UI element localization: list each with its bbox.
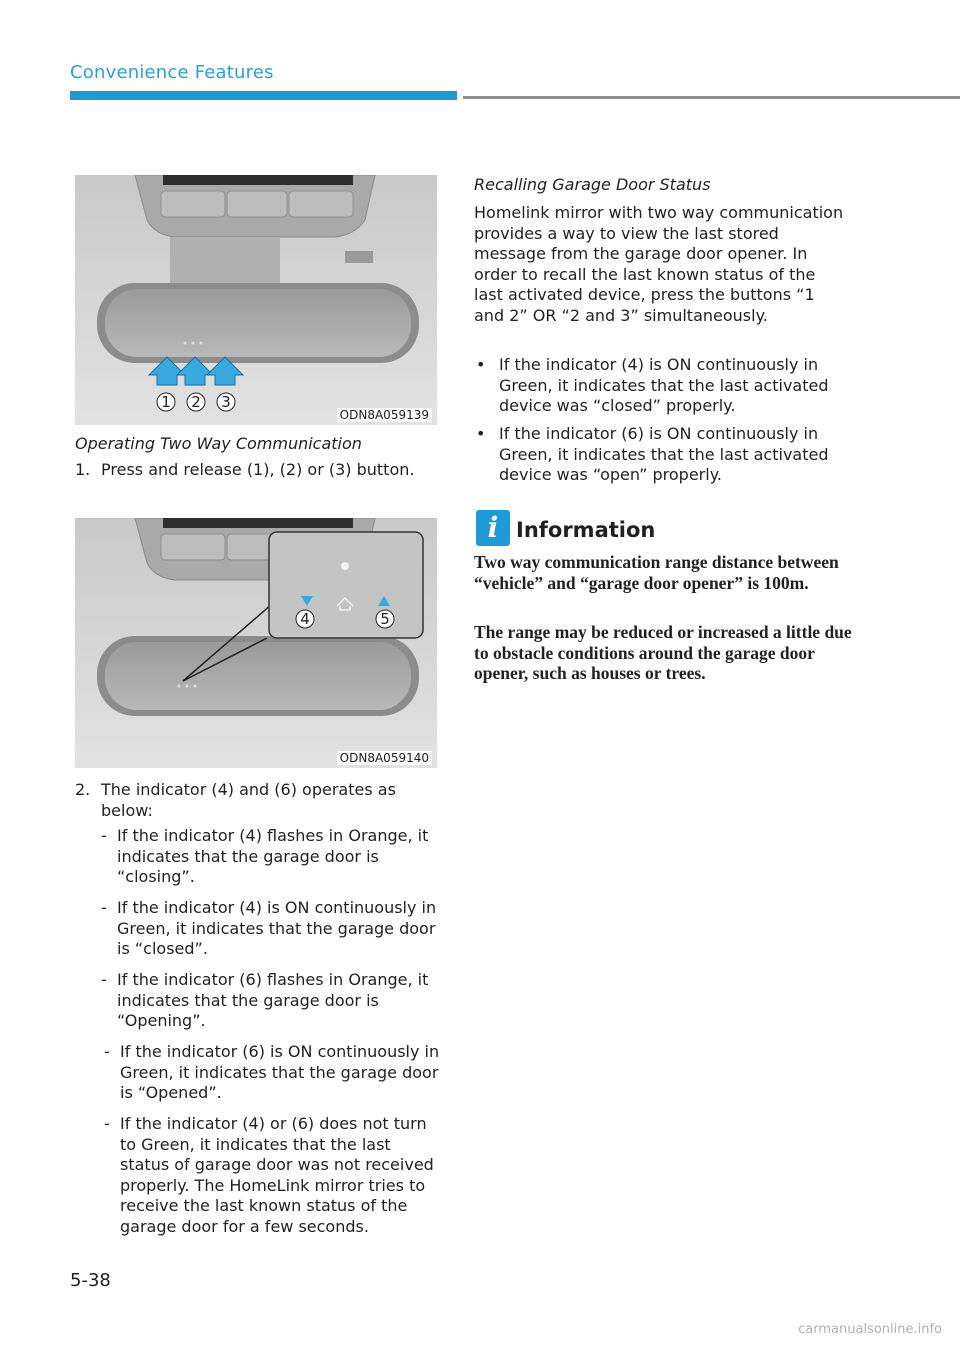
information-paragraph: Two way communication range distance between “vehicle” and “garage door opener” is 100m. (474, 552, 839, 593)
recall-intro: Homelink mirror with two way communication provides a way to view the last stored message from the garage door opener. In order to recall the last known status of the last activated device, press the buttons “1 and 2” OR “2 and 3” simultaneously. (474, 203, 844, 325)
mirror-buttons-figure (75, 175, 437, 425)
step-number: 1. (75, 460, 91, 479)
button-label-1: 1 (161, 393, 171, 411)
indicator-callout-figure (75, 518, 437, 768)
information-title: Information (516, 518, 656, 542)
information-icon: i (476, 510, 510, 546)
figure-code: ODN8A059140 (337, 751, 432, 765)
header-bar-rule (463, 96, 960, 99)
button-label-2: 2 (191, 393, 201, 411)
header-bar-accent (70, 91, 457, 100)
indicator-label-5: 5 (380, 610, 390, 628)
figure-code: ODN8A059139 (337, 408, 432, 422)
step-text: The indicator (4) and (6) operates as below: (101, 780, 396, 820)
information-paragraph: The range may be reduced or increased a little due to obstacle conditions around the garage door opener, such as houses or trees. (474, 622, 852, 683)
header-title: Convenience Features (70, 62, 274, 83)
indicator-label-4: 4 (300, 610, 310, 628)
watermark: carmanualsonline.info (798, 1322, 942, 1337)
figure-caption: Operating Two Way Communication (75, 434, 362, 453)
step-number: 2. (75, 780, 91, 799)
page-number: 5-38 (70, 1270, 111, 1291)
step-text: Press and release (1), (2) or (3) button. (101, 460, 415, 479)
button-label-3: 3 (221, 393, 231, 411)
section-title: Recalling Garage Door Status (474, 175, 711, 194)
